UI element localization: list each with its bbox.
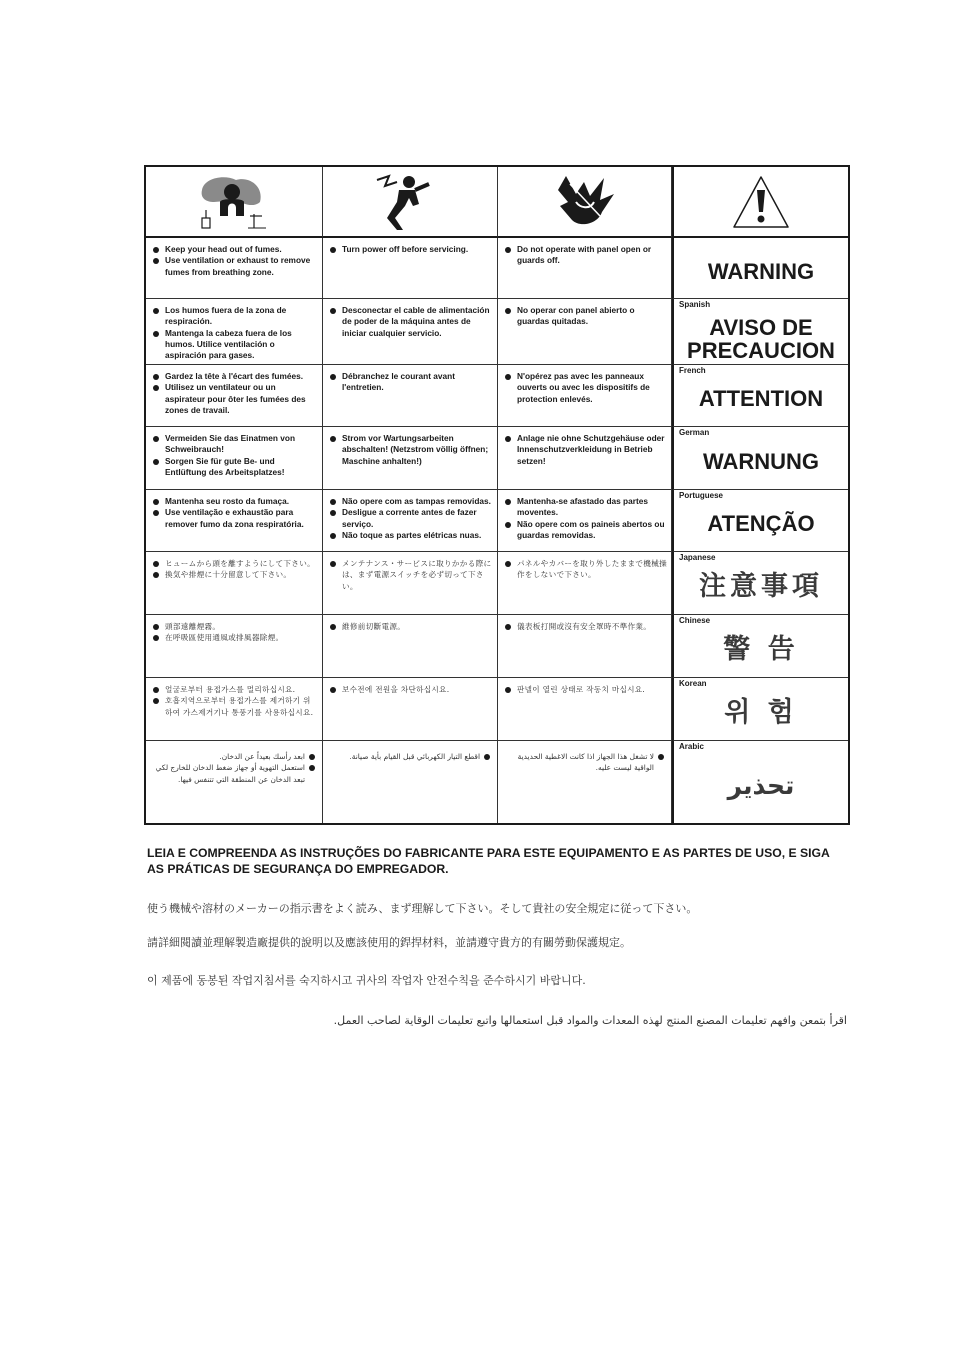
row-1-signal-word-cell	[672, 299, 848, 365]
row-5-col3-cell	[498, 552, 672, 615]
signal-word: AVISO DE PRECAUCION	[687, 314, 835, 363]
instruction-item: パネルやカバーを取り外したままで機械操作をしないで下さい。	[505, 558, 667, 581]
instruction-list	[146, 615, 322, 644]
row-6-signal-word-cell	[672, 615, 848, 678]
instruction-item: 호흡지역으로부터 용접가스를 제거하기 위하여 가스제거기나 통풍기를 사용하십시요.	[153, 695, 318, 718]
row-5-signal-word-cell	[672, 552, 848, 615]
instruction-list	[323, 678, 497, 695]
row-2-col1-cell	[146, 365, 323, 427]
instruction-item: 儀表板打開或沒有安全罩時不準作業。	[505, 621, 667, 632]
instruction-item: Sorgen Sie für gute Be- und Entlüftung des Arbeitsplatzes!	[153, 456, 318, 479]
instruction-item: 維修前切斷電源。	[330, 621, 493, 632]
row-0-col1-cell	[146, 238, 323, 299]
instruction-list	[323, 365, 497, 394]
instruction-item: لا تشغل هذا الجهاز اذا كانت الاغطية الحديدية الواقية ليست عليه.	[502, 751, 664, 774]
warning-triangle-icon	[731, 174, 791, 230]
instruction-item: Los humos fuera de la zona de respiración.	[153, 305, 318, 328]
instruction-list	[498, 490, 671, 541]
instruction-list	[498, 299, 671, 328]
instruction-list	[146, 552, 322, 581]
instruction-item: Do not operate with panel open or guards off.	[505, 244, 667, 267]
instruction-item: No operar con panel abierto o guardas quitadas.	[505, 305, 667, 328]
row-3-col3-cell	[498, 427, 672, 490]
warning-triangle-cell	[672, 167, 848, 238]
row-8-signal-word-cell	[672, 741, 848, 823]
signal-word: ATTENTION	[698, 386, 824, 411]
instruction-list	[146, 299, 322, 361]
instruction-list	[323, 741, 497, 762]
instruction-item: Mantenha seu rosto da fumaça.	[153, 496, 318, 507]
row-6-col1-cell	[146, 615, 323, 678]
instruction-item: Não opere com os paineis abertos ou guardas removidas.	[505, 519, 667, 542]
row-3-signal-word-cell	[672, 427, 848, 490]
instruction-item: Vermeiden Sie das Einatmen von Schweibrauch!	[153, 433, 318, 456]
row-6-col3-cell	[498, 615, 672, 678]
instruction-item: 換気や排煙に十分留意して下さい。	[153, 569, 318, 580]
fumes-cell	[146, 167, 323, 238]
row-8-col1-cell	[146, 741, 323, 823]
row-0-signal-word-cell	[672, 238, 848, 299]
instruction-list	[146, 365, 322, 416]
row-3-col1-cell	[146, 427, 323, 490]
instruction-item: Use ventilação e exhaustão para remover fumo da zona respiratória.	[153, 507, 318, 530]
instruction-item: اقطع التيار الكهربائي قبل القيام بأية صيانة.	[327, 751, 490, 762]
row-4-col2-cell	[323, 490, 498, 552]
instruction-list	[498, 741, 671, 774]
instruction-item: Não toque as partes elétricas nuas.	[330, 530, 493, 541]
instruction-item: Use ventilation or exhaust to remove fumes from breathing zone.	[153, 255, 318, 278]
instruction-list	[323, 490, 497, 541]
instruction-list	[146, 490, 322, 530]
instruction-list	[323, 427, 497, 467]
safety-warning-table	[144, 165, 850, 825]
instruction-item: ヒュームから頭を離すようにして下さい。	[153, 558, 318, 569]
signal-word: ATENÇÃO	[707, 511, 815, 536]
language-label: Spanish	[679, 300, 711, 309]
row-4-col1-cell	[146, 490, 323, 552]
instruction-item: N'opérez pas avec les panneaux ouverts ou avec les dispositifs de protection enlevés.	[505, 371, 667, 405]
moving-parts-icon	[550, 172, 620, 232]
row-7-col2-cell	[323, 678, 498, 741]
row-2-col2-cell	[323, 365, 498, 427]
instruction-item: Utilisez un ventilateur ou un aspirateur pour ôter les fumées des zones de travail.	[153, 382, 318, 416]
instruction-item: 頭部遠離煙霧。	[153, 621, 318, 632]
instruction-item: Turn power off before servicing.	[330, 244, 493, 255]
row-8-col3-cell	[498, 741, 672, 823]
fumes-icon	[194, 172, 274, 232]
instruction-item: Strom vor Wartungsarbeiten abschalten! (Netzstrom völlig öffnen; Maschine anhalten!)	[330, 433, 493, 467]
row-3-col2-cell	[323, 427, 498, 490]
instruction-item: Anlage nie ohne Schutzgehäuse oder Innenschutzverkleidung in Betrieb setzen!	[505, 433, 667, 467]
footer-japanese: 使う機械や溶材のメーカーの指示書をよく読み、まず理解して下さい。そして貴社の安全規定に従って下さい。	[147, 902, 698, 915]
row-5-col2-cell	[323, 552, 498, 615]
instruction-item: 보수전에 전원을 차단하십시요.	[330, 684, 493, 695]
instruction-list	[498, 678, 671, 695]
row-1-col1-cell	[146, 299, 323, 365]
instruction-list	[323, 238, 497, 255]
row-2-col3-cell	[498, 365, 672, 427]
language-label: Korean	[679, 679, 707, 688]
row-1-col3-cell	[498, 299, 672, 365]
signal-word: 警 告	[723, 633, 799, 665]
footer-chinese: 請詳細閱讀並理解製造廠提供的說明以及應該使用的銲捍材料，並請遵守貴方的有關勞動保護規定。	[147, 936, 631, 949]
language-label: Chinese	[679, 616, 711, 625]
instruction-item: Desconectar el cable de alimentación de poder de la máquina antes de iniciar cualquier servicio.	[330, 305, 493, 339]
instruction-item: メンテナンス・サービスに取りかかる際には、まず電源スイッチを必ず切って下さい。	[330, 558, 493, 592]
instruction-item: Mantenga la cabeza fuera de los humos. Utilice ventilación o aspiración para gases.	[153, 328, 318, 362]
row-7-col1-cell	[146, 678, 323, 741]
instruction-item: ابعد رأسك بعيداً عن الدخان.	[150, 751, 315, 762]
row-0-col3-cell	[498, 238, 672, 299]
instruction-list	[498, 615, 671, 632]
instruction-list	[323, 615, 497, 632]
instruction-item: Mantenha-se afastado das partes moventes.	[505, 496, 667, 519]
language-label: Portuguese	[679, 491, 724, 500]
signal-word: 注意事項	[699, 570, 823, 602]
instruction-item: Débranchez le courant avant l'entretien.	[330, 371, 493, 394]
electric-shock-icon	[375, 172, 445, 232]
language-label: Arabic	[679, 742, 704, 751]
instruction-item: 얼굴로부터 용접가스를 멀리하십시요.	[153, 684, 318, 695]
signal-word: تحذير	[727, 770, 795, 800]
instruction-list	[498, 238, 671, 267]
footer-arabic: اقرأ بتمعن وافهم تعليمات المصنع المنتج لهذه المعدات والمواد قبل استعمالها واتبع تعليمات الوقاية لصاحب العمل.	[333, 1014, 847, 1027]
language-label: Japanese	[679, 553, 716, 562]
instruction-item: Desligue a corrente antes de fazer serviço.	[330, 507, 493, 530]
footer-portuguese: LEIA E COMPREENDA AS INSTRUÇÕES DO FABRICANTE PARA ESTE EQUIPAMENTO E AS PARTES DE USO, E SIGA AS PRÁTICAS DE SEGURANÇA DO EMPREGADOR.	[147, 846, 830, 876]
instruction-list	[323, 299, 497, 339]
instruction-item: 판넬이 열린 상태로 작동치 마십시요.	[505, 684, 667, 695]
instruction-list	[498, 552, 671, 581]
row-4-signal-word-cell	[672, 490, 848, 552]
language-label: German	[679, 428, 710, 437]
electric-shock-cell	[323, 167, 498, 238]
row-7-signal-word-cell	[672, 678, 848, 741]
footer-instructions	[147, 846, 847, 1027]
signal-word: WARNING	[707, 258, 815, 284]
instruction-list	[498, 365, 671, 405]
row-0-col2-cell	[323, 238, 498, 299]
row-1-col2-cell	[323, 299, 498, 365]
row-4-col3-cell	[498, 490, 672, 552]
signal-word: WARNUNG	[702, 448, 820, 474]
instruction-list	[146, 741, 322, 785]
instruction-list	[146, 427, 322, 478]
row-7-col3-cell	[498, 678, 672, 741]
instruction-item: Não opere com as tampas removidas.	[330, 496, 493, 507]
instruction-item: Keep your head out of fumes.	[153, 244, 318, 255]
instruction-list	[323, 552, 497, 592]
signal-word: 위 험	[724, 696, 798, 728]
instruction-item: استعمل التهوية أو جهاز ضغط الدخان للخارج لكي تبعد الدخان عن المنطقة التي تتنفس فيها.	[150, 762, 315, 785]
row-5-col1-cell	[146, 552, 323, 615]
instruction-list	[498, 427, 671, 467]
instruction-item: Gardez la tête à l'écart des fumées.	[153, 371, 318, 382]
instruction-item: 在呼吸區使用通風或排風器除煙。	[153, 632, 318, 643]
row-2-signal-word-cell	[672, 365, 848, 427]
footer-korean: 이 제품에 동봉된 작업지침서를 숙지하시고 귀사의 작업자 안전수칙을 준수하시기 바랍니다.	[147, 974, 586, 987]
row-6-col2-cell	[323, 615, 498, 678]
instruction-list	[146, 678, 322, 718]
instruction-list	[146, 238, 322, 278]
row-8-col2-cell	[323, 741, 498, 823]
moving-parts-cell	[498, 167, 672, 238]
language-label: French	[679, 366, 706, 375]
